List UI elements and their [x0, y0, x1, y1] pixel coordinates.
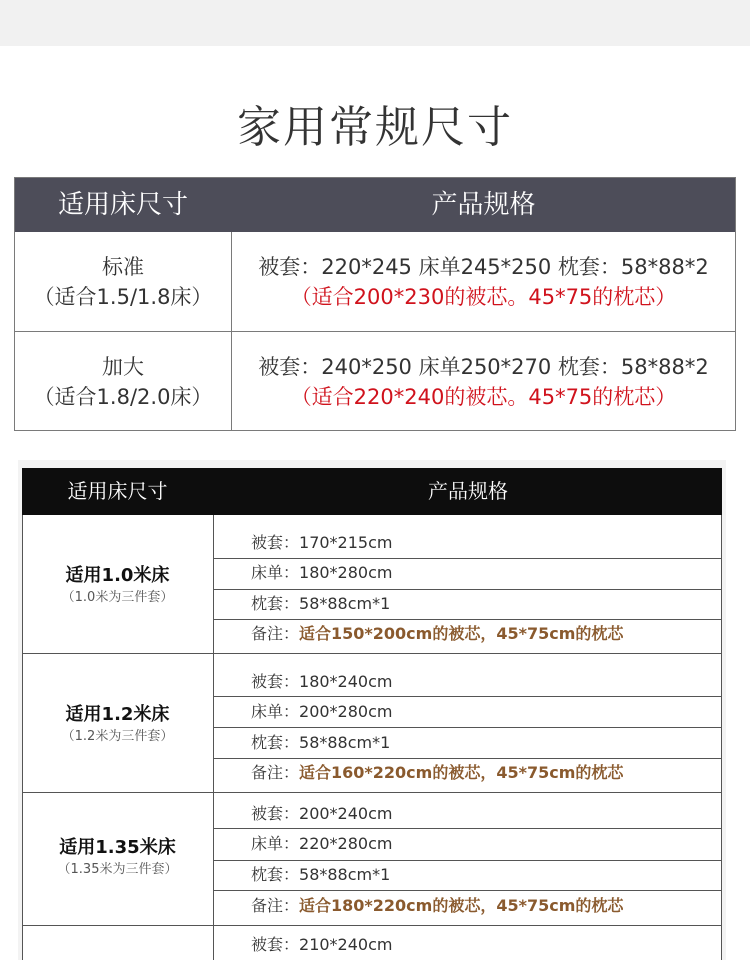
spec-text: 被套：220*245 床单245*250 枕套：58*88*2 [258, 255, 709, 279]
spec-row-sheet [251, 558, 392, 588]
spec-value: 180*240cm [299, 672, 393, 691]
header-bed-size: 适用床尺寸 [67, 479, 168, 503]
table-header [22, 468, 722, 515]
size-table-standard [14, 177, 736, 431]
spec-value: 220*280cm [299, 834, 393, 853]
top-strip [0, 0, 750, 46]
spec-row-duvet [251, 528, 392, 558]
group-title: 适用1.2米床 [65, 704, 170, 725]
spec-row-remark [251, 758, 623, 788]
bed-size-cell [15, 352, 231, 412]
spec-row-remark [251, 891, 623, 921]
table-row [15, 332, 735, 430]
spec-key: 床单： [251, 702, 300, 721]
size-name: 标准 [102, 255, 144, 279]
spec-key: 被套： [251, 935, 300, 954]
spec-key: 床单： [251, 563, 300, 582]
spec-row-remark [251, 619, 623, 649]
group-title: 适用1.0米床 [65, 565, 170, 586]
table-row [15, 232, 735, 332]
spec-row-pillowcase [251, 728, 390, 758]
spec-row-pillowcase [251, 589, 390, 619]
spec-value: 适合180*220cm的被芯，45*75cm的枕芯 [299, 896, 624, 915]
spec-value: 210*240cm [299, 935, 393, 954]
spec-key: 被套： [251, 804, 300, 823]
table-border [721, 515, 722, 960]
spec-cell [232, 252, 735, 312]
column-divider [213, 515, 214, 960]
spec-row-duvet [251, 799, 392, 829]
spec-key: 床单： [251, 834, 300, 853]
size-fit: （适合1.8/2.0床） [33, 385, 213, 409]
spec-row-duvet [251, 930, 392, 960]
size-fit: （适合1.5/1.8床） [33, 285, 213, 309]
spec-value: 180*280cm [299, 563, 393, 582]
spec-key: 枕套： [251, 733, 300, 752]
spec-text: 被套：240*250 床单250*270 枕套：58*88*2 [258, 355, 709, 379]
group-divider [22, 792, 722, 793]
group-divider [22, 653, 722, 654]
spec-value: 200*240cm [299, 804, 393, 823]
spec-cell [232, 352, 735, 412]
spec-key: 被套： [251, 533, 300, 552]
size-table-detailed [22, 468, 722, 960]
group-note: （1.0米为三件套） [61, 590, 174, 605]
bed-size-cell [15, 252, 231, 312]
spec-value: 170*215cm [299, 533, 393, 552]
spec-key: 备注： [251, 896, 300, 915]
spec-key: 备注： [251, 763, 300, 782]
spec-value: 200*280cm [299, 702, 393, 721]
group-note: （1.35米为三件套） [57, 862, 178, 877]
group-title: 适用1.35米床 [59, 837, 176, 858]
spec-note: （适合220*240的被芯。45*75的枕芯） [290, 385, 677, 409]
spec-value: 适合160*220cm的被芯，45*75cm的枕芯 [299, 763, 624, 782]
spec-value: 58*88cm*1 [299, 733, 391, 752]
spec-note: （适合200*230的被芯。45*75的枕芯） [290, 285, 677, 309]
header-product-spec: 产品规格 [431, 190, 536, 220]
spec-row-pillowcase [251, 860, 390, 890]
spec-row-sheet [251, 697, 392, 727]
group-divider [22, 925, 722, 926]
page-title: 家用常规尺寸 [237, 102, 513, 153]
size-name: 加大 [102, 355, 144, 379]
header-product-spec: 产品规格 [428, 479, 508, 503]
group-note: （1.2米为三件套） [61, 729, 174, 744]
spec-row-sheet [251, 829, 392, 859]
spec-key: 备注： [251, 624, 300, 643]
spec-key: 枕套： [251, 594, 300, 613]
spec-value: 适合150*200cm的被芯，45*75cm的枕芯 [299, 624, 624, 643]
spec-row-duvet [251, 667, 392, 697]
table-header [15, 178, 735, 232]
spec-key: 被套： [251, 672, 300, 691]
header-bed-size: 适用床尺寸 [57, 190, 188, 220]
spec-key: 枕套： [251, 865, 300, 884]
spec-value: 58*88cm*1 [299, 865, 391, 884]
spec-value: 58*88cm*1 [299, 594, 391, 613]
